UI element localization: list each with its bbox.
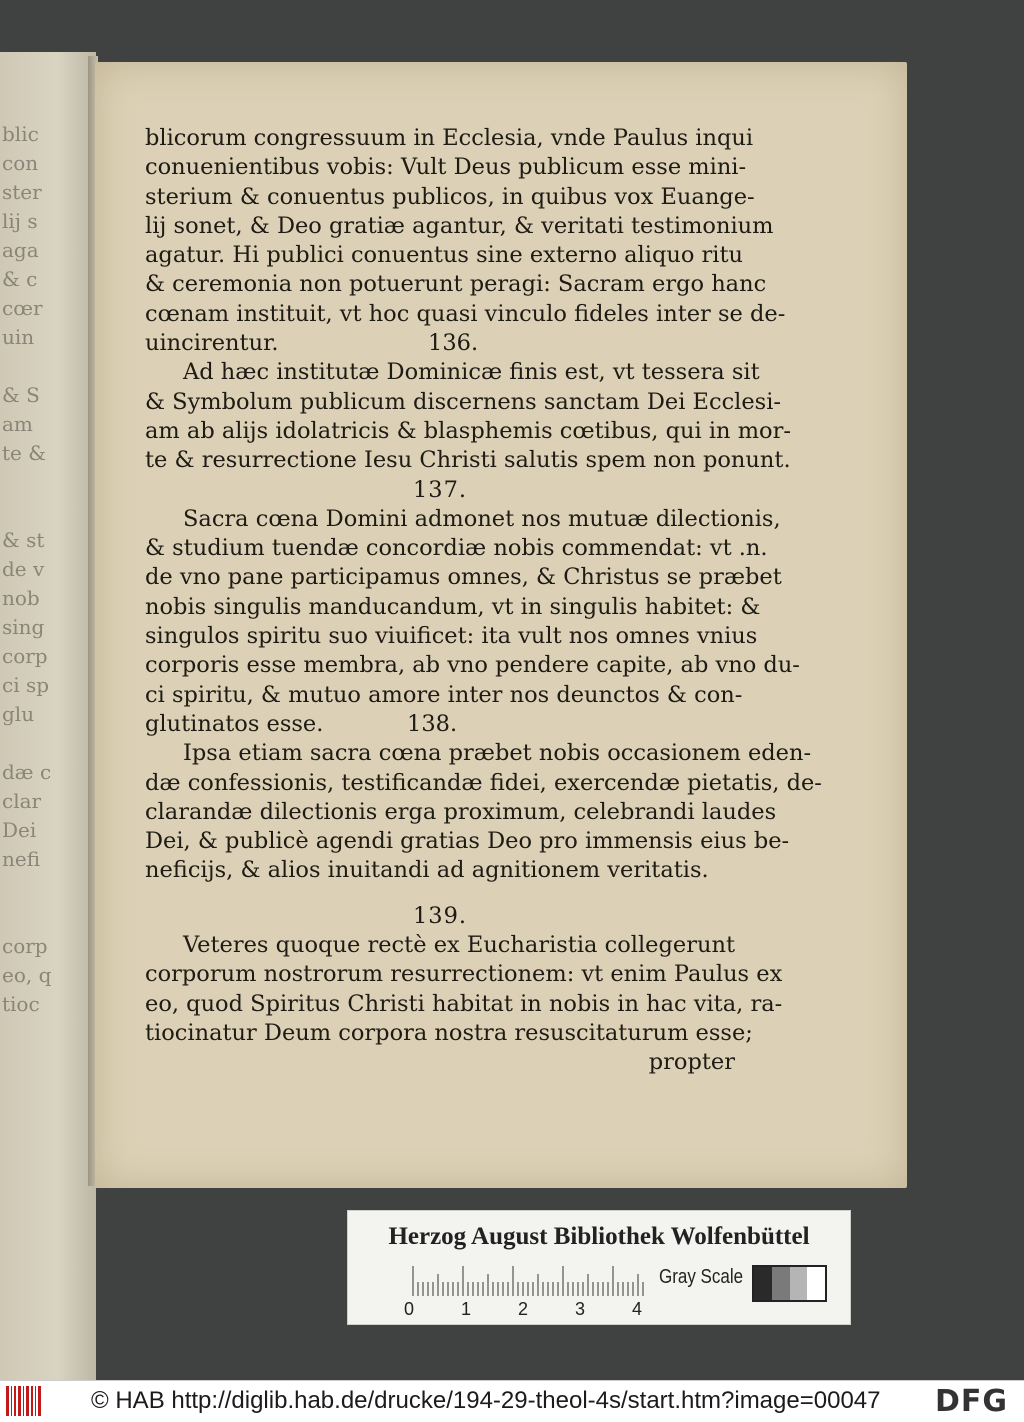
- gray-swatch: [754, 1267, 772, 1300]
- section-number-137: 137.: [412, 476, 468, 503]
- prev-page-fragment: [2, 497, 96, 526]
- prev-page-fragment: glu: [2, 702, 35, 726]
- ruler-number: 1: [461, 1299, 472, 1319]
- gray-swatch: [807, 1267, 825, 1300]
- prev-page-fragment: [2, 468, 96, 497]
- text-line: sterium & conuentus publicos, in quibus vox Euange-: [145, 183, 755, 210]
- text-line: corporum nostrorum resurrectionem: vt enim Paulus ex: [145, 961, 783, 988]
- text-line: am ab alijs idolatricis & blasphemis cœtibus, qui in mor-: [145, 417, 791, 444]
- paragraph-138: [145, 739, 822, 885]
- ruler-number: 2: [518, 1299, 529, 1319]
- text-line: cœnam instituit, vt hoc quasi vinculo fideles inter se de-: [145, 300, 786, 327]
- paragraph-137: [145, 505, 800, 739]
- prev-page-fragment: cœr: [2, 296, 43, 320]
- gray-scale-label: Gray Scale: [659, 1266, 744, 1288]
- prev-page-fragment: uin: [2, 325, 35, 349]
- barcode-bar: [14, 1386, 16, 1416]
- section-number-139: 139.: [412, 902, 468, 929]
- text-line: dæ confessionis, testificandæ fidei, exercendæ pietatis, de-: [145, 769, 822, 796]
- prev-page-fragment: [2, 874, 96, 903]
- prev-page-fragment: corp: [2, 934, 48, 958]
- barcode-bar: [26, 1386, 29, 1416]
- text-line: nobis singulis manducandum, vt in singulis habitet: &: [145, 593, 761, 620]
- prev-page-fragment: & c: [2, 267, 38, 291]
- text-line: eo, quod Spiritus Christi habitat in nobis in hac vita, ra-: [145, 990, 783, 1017]
- library-label-card: [347, 1210, 851, 1325]
- prev-page-fragment: nob: [2, 586, 40, 610]
- gray-scale-swatches: [752, 1265, 827, 1302]
- text-line: de vno pane participamus omnes, & Christus se præbet: [145, 564, 782, 591]
- prev-page-fragment: am: [2, 412, 33, 436]
- prev-page-fragment: aga: [2, 238, 39, 262]
- prev-page-fragment: tioc: [2, 992, 40, 1016]
- previous-page-text-fragments: [0, 120, 96, 1019]
- text-line: & ceremonia non potuerunt peragi: Sacram ergo hanc: [145, 271, 767, 298]
- barcode-bar: [38, 1386, 41, 1416]
- text-line: singulos spiritu suo viuificet: ita vult nos omnes vnius: [145, 623, 758, 650]
- prev-page-fragment: ci sp: [2, 673, 50, 697]
- barcode-bar: [11, 1386, 12, 1416]
- gray-swatch: [790, 1267, 808, 1300]
- prev-page-fragment: blic: [2, 122, 39, 146]
- source-url-link[interactable]: © HAB http://diglib.hab.de/drucke/194-29-theol-4s/start.htm?image=00047: [91, 1387, 881, 1414]
- hab-barcode-icon: [6, 1386, 48, 1416]
- prev-page-fragment: te &: [2, 441, 47, 465]
- text-line: blicorum congressuum in Ecclesia, vnde Paulus inqui: [145, 125, 754, 151]
- text-line: tiocinatur Deum corpora nostra resuscitaturum esse;: [145, 1019, 753, 1046]
- barcode-bar: [35, 1386, 36, 1416]
- text-line: te & resurrectione Iesu Christi salutis spem non ponunt.: [145, 447, 791, 474]
- text-line: Dei, & publicè agendi gratias Deo pro immensis eius be-: [145, 828, 790, 855]
- ruler-number: 0: [404, 1299, 415, 1319]
- footer-bar: [0, 1380, 1024, 1422]
- prev-page-fragment: sing: [2, 615, 45, 639]
- prev-page-fragment: eo, q: [2, 963, 52, 987]
- text-line: ci spiritu, & mutuo amore inter nos deunctos & con-: [145, 681, 743, 708]
- text-line: Sacra cœna Domini admonet nos mutuæ dilectionis,: [183, 505, 781, 532]
- prev-page-fragment: & S: [2, 383, 40, 407]
- paragraph-136: [145, 358, 791, 475]
- section-number-138: 138.: [407, 711, 458, 738]
- previous-page-edge: [0, 52, 96, 1380]
- paragraph-135-continuation: [145, 124, 786, 358]
- prev-page-fragment: [2, 729, 96, 758]
- prev-page-fragment: con: [2, 151, 39, 175]
- prev-page-fragment: lij s: [2, 209, 38, 233]
- prev-page-fragment: & st: [2, 528, 45, 552]
- text-line: clarandæ dilectionis erga proximum, celebrandi laudes: [145, 798, 777, 825]
- prev-page-fragment: ster: [2, 180, 42, 204]
- ruler-number: 3: [575, 1299, 586, 1319]
- gray-swatch: [772, 1267, 790, 1300]
- prev-page-fragment: de v: [2, 557, 45, 581]
- barcode-bar: [6, 1386, 9, 1416]
- barcode-bar: [31, 1386, 33, 1416]
- text-line: glutinatos esse.: [145, 710, 324, 737]
- barcode-bar: [23, 1386, 24, 1416]
- barcode-bar: [18, 1386, 21, 1416]
- library-name: Herzog August Bibliothek Wolfenbüttel: [388, 1223, 810, 1250]
- prev-page-fragment: nefi: [2, 847, 41, 871]
- prev-page-fragment: dæ c: [2, 760, 52, 784]
- text-line: Ipsa etiam sacra cœna præbet nobis occasionem eden-: [183, 740, 812, 767]
- prev-page-fragment: Dei: [2, 818, 37, 842]
- catchword: propter: [648, 1049, 735, 1076]
- text-line: & studium tuendæ concordiæ nobis commendat: vt .n.: [145, 535, 768, 562]
- text-line: Veteres quoque rectè ex Eucharistia collegerunt: [183, 932, 735, 959]
- dfg-logo: DFG: [935, 1384, 1009, 1419]
- prev-page-fragment: corp: [2, 644, 48, 668]
- prev-page-fragment: clar: [2, 789, 42, 813]
- book-page: [95, 62, 907, 1188]
- text-line: corporis esse membra, ab vno pendere capite, ab vno du-: [145, 652, 800, 679]
- prev-page-fragment: [2, 903, 96, 932]
- text-line: lij sonet, & Deo gratiæ agantur, & veritati testimonium: [145, 212, 774, 239]
- ruler-numbers: [404, 1299, 654, 1319]
- text-line: agatur. Hi publici conuentus sine externo aliquo ritu: [145, 242, 744, 269]
- text-line: conuenientibus vobis: Vult Deus publicum esse mini-: [145, 154, 747, 181]
- prev-page-fragment: [2, 352, 96, 381]
- text-line: uincirentur.: [145, 330, 279, 357]
- paragraph-139: [145, 931, 783, 1048]
- measurement-ruler: [412, 1266, 644, 1296]
- text-line: Ad hæc institutæ Dominicæ finis est, vt tessera sit: [183, 359, 760, 386]
- text-line: & Symbolum publicum discernens sanctam Dei Ecclesi-: [145, 388, 782, 415]
- text-line: neficijs, & alios inuitandi ad agnitionem veritatis.: [145, 857, 709, 884]
- ruler-number: 4: [632, 1299, 643, 1319]
- page-text-block: [145, 124, 822, 1078]
- section-number-136: 136.: [428, 330, 479, 357]
